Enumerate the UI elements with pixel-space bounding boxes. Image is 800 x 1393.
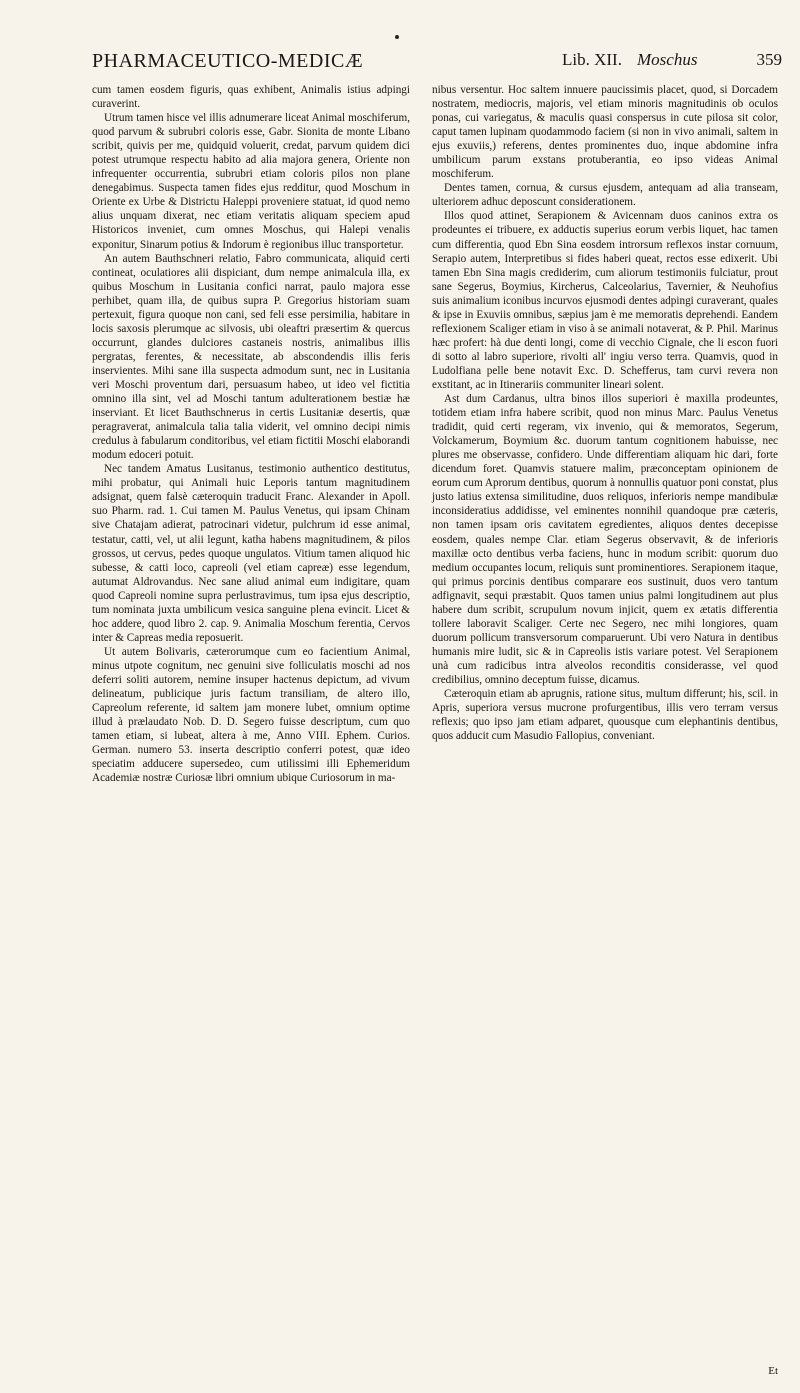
running-title: PHARMACEUTICO-MEDICÆ <box>92 50 364 72</box>
left-paragraph-5: Ut autem Bolivaris, cæterorumque cum eo facientium Animal, minus utpote cognitum, nec genuini sive folliculatis moschi ad nos deferri soliti autorem, nemine insuper hactenus depictum, ad vivum delineatum, publicique juris factum transiliam, de altero illo, Capreolum referente, id saltem jam monere lubet, omnium optime illud à prælaudato Nob. D. D. Segero fuisse descriptum, cum quo tamen etiam, si lubeat, altera à me, Anno VIII. Ephem. Curios. German. numero 53. inserta descriptio conferri potest, quæ ideo speciatim adducere supersedeo, cum utilissimi illi Ephemeridum Academiæ nostræ Curiosæ libri omnium ubique Curiosorum in ma- <box>92 645 410 785</box>
ink-dot <box>395 35 399 39</box>
left-paragraph-1: cum tamen eosdem figuris, quas exhibent, Animalis istius adpingi curaverint. <box>92 84 410 111</box>
right-paragraph-1: nibus versentur. Hoc saltem innuere paucissimis placet, quod, si Dorcadem nostratem, mediocris, majoris, vel etiam minoris magnitudinis ob oculos ponas, cui variegatus, & maculis quasi conspersus in cute pilosa sit color, caput tamen lupinam quodammodo faciem (si non in vivo animali, saltem in ejus exuviis,) referens, dentes prominentes duo, inque abdomine infra umbilicum parum exstans protuberantia, eo ipso videas Animal moschiferum. <box>432 84 778 181</box>
left-paragraph-2: Utrum tamen hisce vel illis adnumerare liceat Animal moschiferum, quod parvum & subrubri coloris esse, Gabr. Sionita de monte Libano scribit, quivis per me, quidquid voluerit, credat, parvum quidem dici potest utrumque respectu habito ad alia majora genera, Oriente non infrequenter occurrentia, subrubri etiam coloris pilos non plane denegabimus. Suspecta tamen fides ejus redditur, quod Moschum in Oriente ex Urbe & Districtu Haleppi proveniere statuat, id quod nemo alius unquam dixerat, nec etiam veritatis aliquam speciem apud Historicos inveniet, cum omnes Moschus, qui Halepi venalis exponitur, Sinarum potius & Indorum è regionibus illuc transportetur. <box>92 112 410 251</box>
right-column <box>432 83 778 743</box>
left-paragraph-3: An autem Bauthschneri relatio, Fabro communicata, aliquid certi contineat, oculatiores alii dispiciant, dum nempe animalcula illa, ex quibus Moschum in Lusitania confici narrat, paulo majora esse perhibet, quam illa, de quibus supra P. Gregorius historiam suam pertexuit, figura quoque non cani, sed feli esse persimilia, habitare in locis saxosis plerumque ac silvosis, ubi oleaftri præsertim & quercus occurrunt, glandes dulciores castaneis nostris, animalibus illis pergratas, ferentes, & necessitate, ab abscondendis illis feris inservientes. Mihi sane illa suspecta admodum sunt, nec in Lusitania veri Moschi proventum dari, persuasum habeo, ut ideo vel fictitia omnino illa sint, vel ad Moschi tantum adulterationem bestiæ hæ inserviant. Et licet Bauthschnerus in certis Lusitaniæ desertis, quæ peragraverat, animalcula talia talia viderit, vel omnino decipi nimis credulus à fabularum conditoribus, vel etiam fictitii Moschi elaborandi modum edoceri potuit. <box>92 252 410 462</box>
page-number: 359 <box>756 50 782 69</box>
catchword: Et <box>768 1365 778 1377</box>
right-paragraph-2: Dentes tamen, cornua, & cursus ejusdem, antequam ad alia transeam, ulteriorem adhuc deposcunt considerationem. <box>432 182 778 209</box>
running-header <box>92 50 782 76</box>
right-paragraph-4: Ast dum Cardanus, ultra binos illos superiori è maxilla prodeuntes, totidem etiam infra habere scribit, quod non minus Marc. Paulus Venetus tradidit, quid certi regeram, vix invenio, qui & memoratos, Segerum, Volckamerum, Boymium &c. duorum tantum cognitionem habuisse, nec plures me observasse, confidero. Unde differentiam aliquam hic dari, forte dicendum foret. Quamvis statuere malim, præconceptam opinionem de eorum cum Aprorum dentibus, quorum à nonnullis quatuor poni constat, plus justo latius extensa similitudine, duos reliquos, inferioris nempe mandibulæ inconsideratius addidisse, vel eminentes nonnihil quandoque præ cæteris, non tamen ipsam oris cavitatem egredientes, aliquos dentes decepisse eosdem, quales nempe Clar. etiam Segerus observavit, & de inferioris maxillæ octo dentibus verba faciens, hunc in modum scribit: quorum duo medium occupantes locum, reliquis sunt prominentiores. Serapionem itaque, qui primus porcinis dentibus comparare eos sustinuit, duos vero tantum adfignavit, sequi præstabit. Quos tamen unius palmi longitudinem aut plus habere dum scribit, scrupulum novum injicit, quem ex ætatis differentia tollere laboravit Scaliger. Certe nec Segero, nec mihi longiores, quam duorum pollicum transversorum comparuerunt. Ubi vero Natura in dentibus humanis mire ludit, sic & in Capreolis istis variare potest. Vel Serapionem unà cum radicibus intra alveolos reconditis considerasse, vel quod credibilius, omnino deceptum fuisse, dicamus. <box>432 393 778 686</box>
right-paragraph-5: Cæteroquin etiam ab aprugnis, ratione situs, multum differunt; his, scil. in Apris, superiora versus mucrone profurgentibus, illis vero terram versus reflexis; quo ipso jam etiam adparet, quousque cum elephantinis dentibus, quos adducit cum Masudio Fallopius, conveniant. <box>432 688 778 743</box>
section-title: Moschus <box>637 50 698 69</box>
right-paragraph-3: Illos quod attinet, Serapionem & Avicennam duos caninos extra os prodeuntes ei tribuere, ex adductis superius eorum verbis liquet, hac tamen cum differentia, quod Ebn Sina eosdem introrsum reflexos instar cornuum, Serapio autem, Interpretibus si fides haberi queat, rectos esse edixerit. Ubi tamen Ebn Sina magis crediderim, cum aliorum testimoniis fulciatur, prout sane Segerus, Boymius, Kircherus, Calceolarius, Tavernier, & Neuhofius suis animalium iconibus incurvos ejusmodi dentes adpingi curaverant, quales & ipse in Exuviis omnibus, sæpius jam è me memoratis deprehendi. Eandem reflexionem Scaliger etiam in viso à se animali notaverat, & P. Phil. Marinus hæc profert: hà due denti longi, come di vecchio Cignale, che li escon fuori di sotto al labro superiore, rivolti all' ingiu verso terra. Quamvis, quod in Ludolfiana pelle bene notavit Exc. D. Schefferus, tam curvi revera non exstitant, ac in Itinerariis communiter lineari solent. <box>432 210 778 391</box>
left-column <box>92 83 410 785</box>
book-number: Lib. XII. <box>562 50 622 69</box>
left-paragraph-4: Nec tandem Amatus Lusitanus, testimonio authentico destitutus, mihi probatur, qui Animali huic Leporis tantum magnitudinem adsignat, quem falsè cæteroquin traducit Franc. Alexander in Apoll. suo Pharm. rad. 1. Cui tamen M. Paulus Venetus, qui ipsam Chinam sive Chatajam adierat, patrocinari videtur, pulchrum id esse animal, testatur, catti, vel, ut alii legunt, katha habens magnitudinem, & pilos grossos, ut cervus, pedes quoque ungulatos. Vitium tamen aliquod hic subesse, & catti loco, capreoli (vel etiam capreæ) esse legendum, autumat Aldrovandus. Nec sane aliud animal eum indigitare, quam quod Capreoli nomine supra perlustravimus, tum ipsa ejus descriptio, tum nominata juxta umbilicum vesica sanguine plena evincit. Licet & hoc addere, quod libro 2. cap. 9. Animalia Moschum ferentia, Cervos inter & Capreas media reposuerit. <box>92 463 410 644</box>
